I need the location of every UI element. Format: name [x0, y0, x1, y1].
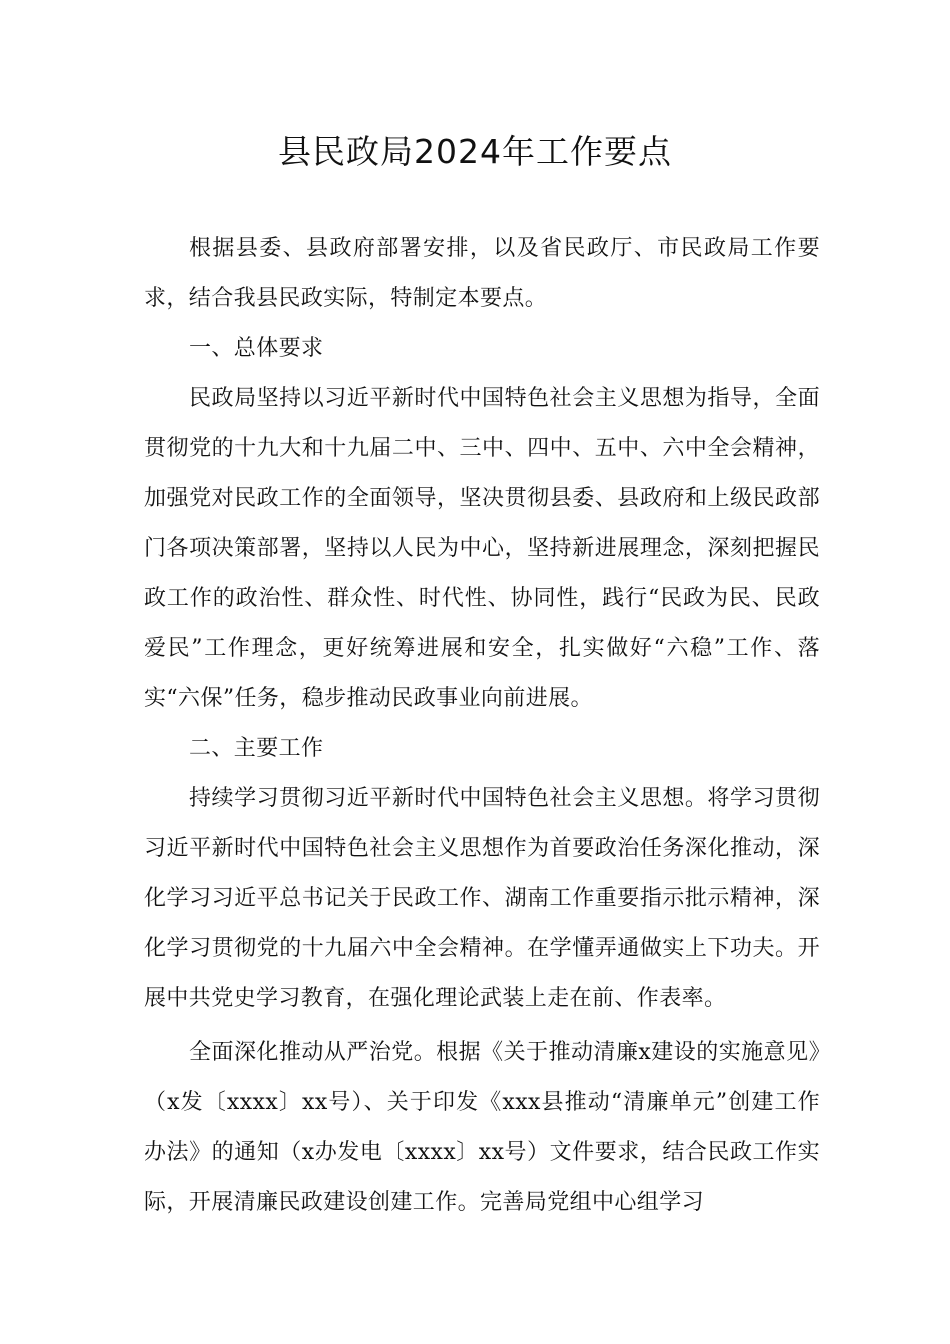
party-discipline-paragraph: 全面深化推动从严治党。根据《关于推动清廉x建设的实施意见》（x发〔xxxx〕xx号）、关于印发《xxx县推动“清廉单元”创建工作办法》的通知（x办发电〔xxxx〕xx号）文件要求，结合民政工作实际，开展清廉民政建设创建工作。完善局党组中心组学习 — [144, 1040, 820, 1215]
section-heading-general-requirements: 一、总体要求 — [189, 336, 324, 361]
intro-paragraph: 根据县委、县政府部署安排，以及省民政厅、市民政局工作要求，结合我县民政实际，特制定本要点。 — [144, 236, 820, 311]
section-heading-main-work: 二、主要工作 — [189, 736, 324, 761]
document-title: 县民政局2024年工作要点 — [278, 132, 672, 171]
study-paragraph: 持续学习贯彻习近平新时代中国特色社会主义思想。将学习贯彻习近平新时代中国特色社会主义思想作为首要政治任务深化推动，深化学习习近平总书记关于民政工作、湖南工作重要指示批示精神，深化学习贯彻党的十九届六中全会精神。在学懂弄通做实上下功夫。开展中共党史学习教育，在强化理论武装上走在前、作表率。 — [144, 786, 820, 1011]
general-requirements-paragraph: 民政局坚持以习近平新时代中国特色社会主义思想为指导，全面贯彻党的十九大和十九届二中、三中、四中、五中、六中全会精神，加强党对民政工作的全面领导，坚决贯彻县委、县政府和上级民政部门各项决策部署，坚持以人民为中心，坚持新进展理念，深刻把握民政工作的政治性、群众性、时代性、协同性，践行“民政为民、民政爱民”工作理念，更好统筹进展和安全，扎实做好“六稳”工作、落实“六保”任务，稳步推动民政事业向前进展。 — [144, 386, 820, 711]
document-body — [144, 224, 820, 1228]
